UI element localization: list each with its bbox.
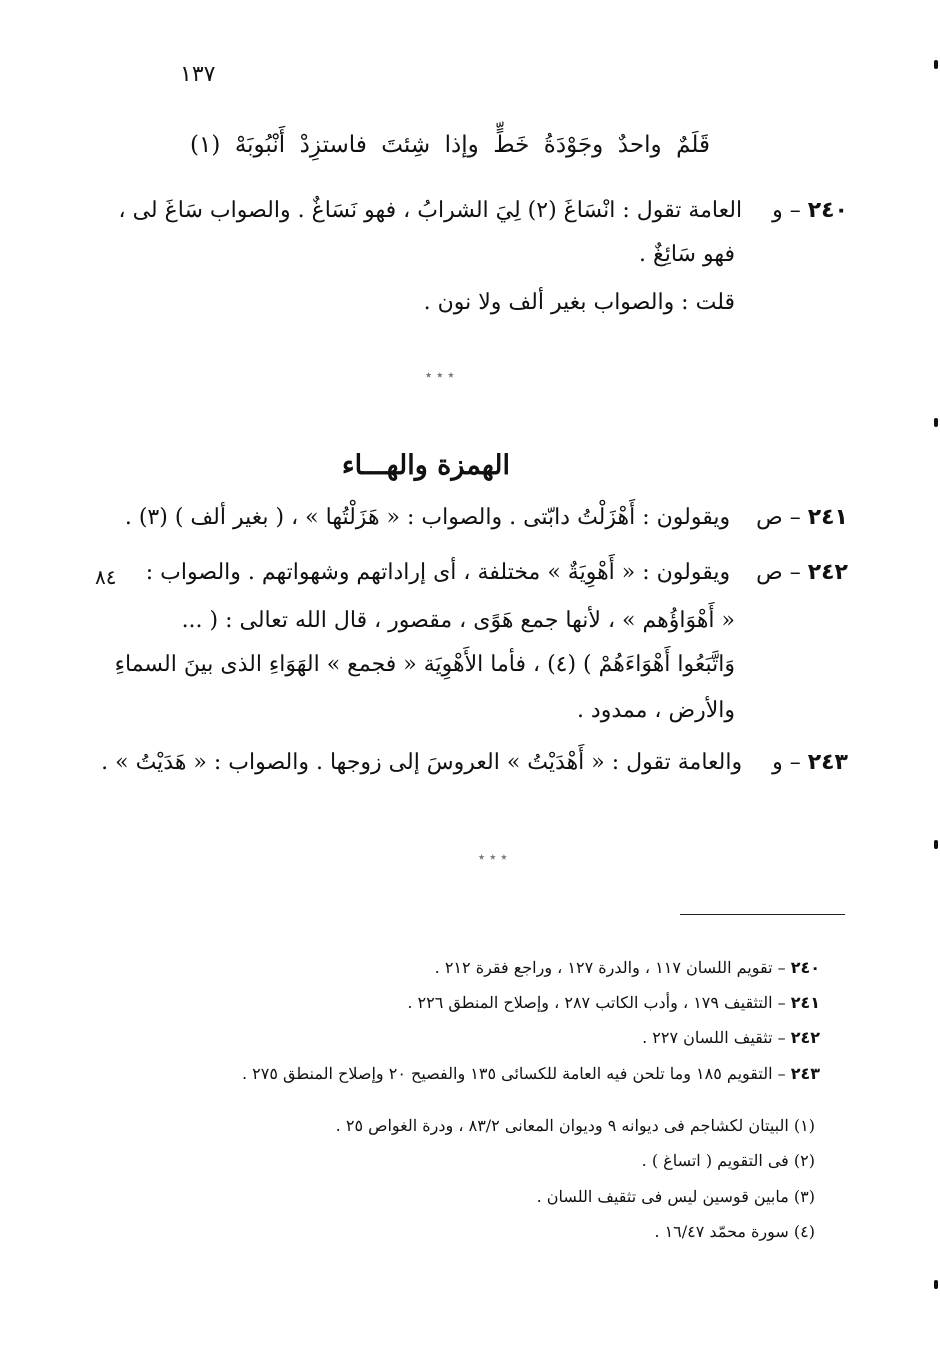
section-title: الهمزة والهـــاء — [341, 450, 510, 481]
edge-mark — [934, 60, 938, 69]
footnote-4: (٤) سورة محمّد ١٦/٤٧ . — [654, 1222, 815, 1241]
footnote-ref-242 — [642, 1028, 820, 1047]
edge-mark — [934, 840, 938, 849]
entry-240-line-1 — [119, 198, 849, 223]
footnote-1: (١) البيتان لكشاجم فى ديوانه ٩ وديوان المعانى ٨٣/٢ ، ودرة الغواص ٢٥ . — [335, 1116, 815, 1135]
entry-text: ويقولون : « أَهْوِيَةٌ » مختلفة ، أى إراداتهم وشهواتهم . والصواب : — [145, 560, 731, 585]
entry-tag: – ص — [756, 505, 801, 530]
footnote-ref-number: ٢٤٢ — [790, 1028, 820, 1047]
entry-241-line-1 — [125, 505, 848, 530]
footnote-ref-241 — [407, 993, 820, 1012]
entry-number: ٢٤٢ — [807, 560, 848, 585]
entry-242-line-1 — [146, 560, 848, 585]
entry-tag: – و — [772, 750, 801, 775]
footnote-ref-number: ٢٤٠ — [790, 958, 820, 977]
entry-number: ٢٤٣ — [807, 750, 848, 775]
verse-line: قَلَمٌ واحدٌ وجَوْدَةُ خَطٍّ وإذا شِئتَ فاستزِدْ أَنْبُوبَهْ (١) — [190, 132, 710, 158]
entry-tag: – و — [772, 198, 801, 223]
separator-stars: ٭ ٭ ٭ — [425, 368, 455, 383]
footnote-3: (٣) مابين قوسين ليس فى تثقيف اللسان . — [536, 1187, 815, 1206]
entry-number: ٢٤١ — [807, 505, 848, 530]
entry-tag: – ص — [756, 560, 801, 585]
footnote-ref-text: – التقويم ١٨٥ وما تلحن فيه العامة للكسائى ١٣٥ والفصيح ٢٠ وإصلاح المنطق ٢٧٥ . — [242, 1064, 786, 1083]
entry-243-line-1 — [101, 750, 848, 775]
margin-reference: ٨٤ — [95, 565, 117, 589]
entry-242-line-2: « أَهْوَاؤُهم » ، لأنها جمع هَوًى ، مقصور ، قال الله تعالى : ( ... — [181, 608, 735, 633]
separator-stars: ٭ ٭ ٭ — [478, 850, 508, 865]
entry-text: العامة تقول : انْسَاغَ (٢) لِيَ الشرابُ ، فهو نَسَاغٌ . والصواب سَاغَ لى ، — [118, 198, 743, 223]
footnote-ref-text: – تثقيف اللسان ٢٢٧ . — [642, 1028, 786, 1047]
footnote-ref-number: ٢٤٣ — [790, 1064, 820, 1083]
footnote-ref-text: – التثقيف ١٧٩ ، وأدب الكاتب ٢٨٧ ، وإصلاح المنطق ٢٢٦ . — [407, 993, 786, 1012]
edge-mark — [934, 418, 938, 427]
footnote-ref-240 — [435, 958, 820, 977]
edge-mark — [934, 1280, 938, 1289]
entry-text: والعامة تقول : « أَهْدَيْتُ » العروسَ إلى زوجها . والصواب : « هَدَيْتُ » . — [101, 750, 743, 775]
entry-240-comment: قلت : والصواب بغير ألف ولا نون . — [423, 290, 735, 315]
entry-240-line-2: فهو سَائِغٌ . — [639, 242, 735, 267]
entry-242-line-4: والأرض ، ممدود . — [576, 698, 735, 723]
footnote-2: (٢) فى التقويم ( اتساغ ) . — [641, 1151, 815, 1170]
entry-text: ويقولون : أَهْزَلْتُ دابّتى . والصواب : « هَزَلْتُها » ، ( بغير ألف ) (٣) . — [124, 505, 731, 530]
footnote-ref-text: – تقويم اللسان ١١٧ ، والدرة ١٢٧ ، وراجع فقرة ٢١٢ . — [434, 958, 786, 977]
entry-242-line-3: وَاتَّبَعُوا أَهْوَاءَهُمْ ) (٤) ، فأما الأَهْوِيَة « فجمع » الهَوَاءِ الذى بينَ السماءِ — [114, 652, 735, 677]
footnote-divider — [680, 914, 845, 915]
footnote-ref-243 — [242, 1064, 820, 1083]
entry-number: ٢٤٠ — [807, 198, 848, 223]
page-number: ١٣٧ — [180, 62, 216, 87]
footnote-ref-number: ٢٤١ — [790, 993, 820, 1012]
